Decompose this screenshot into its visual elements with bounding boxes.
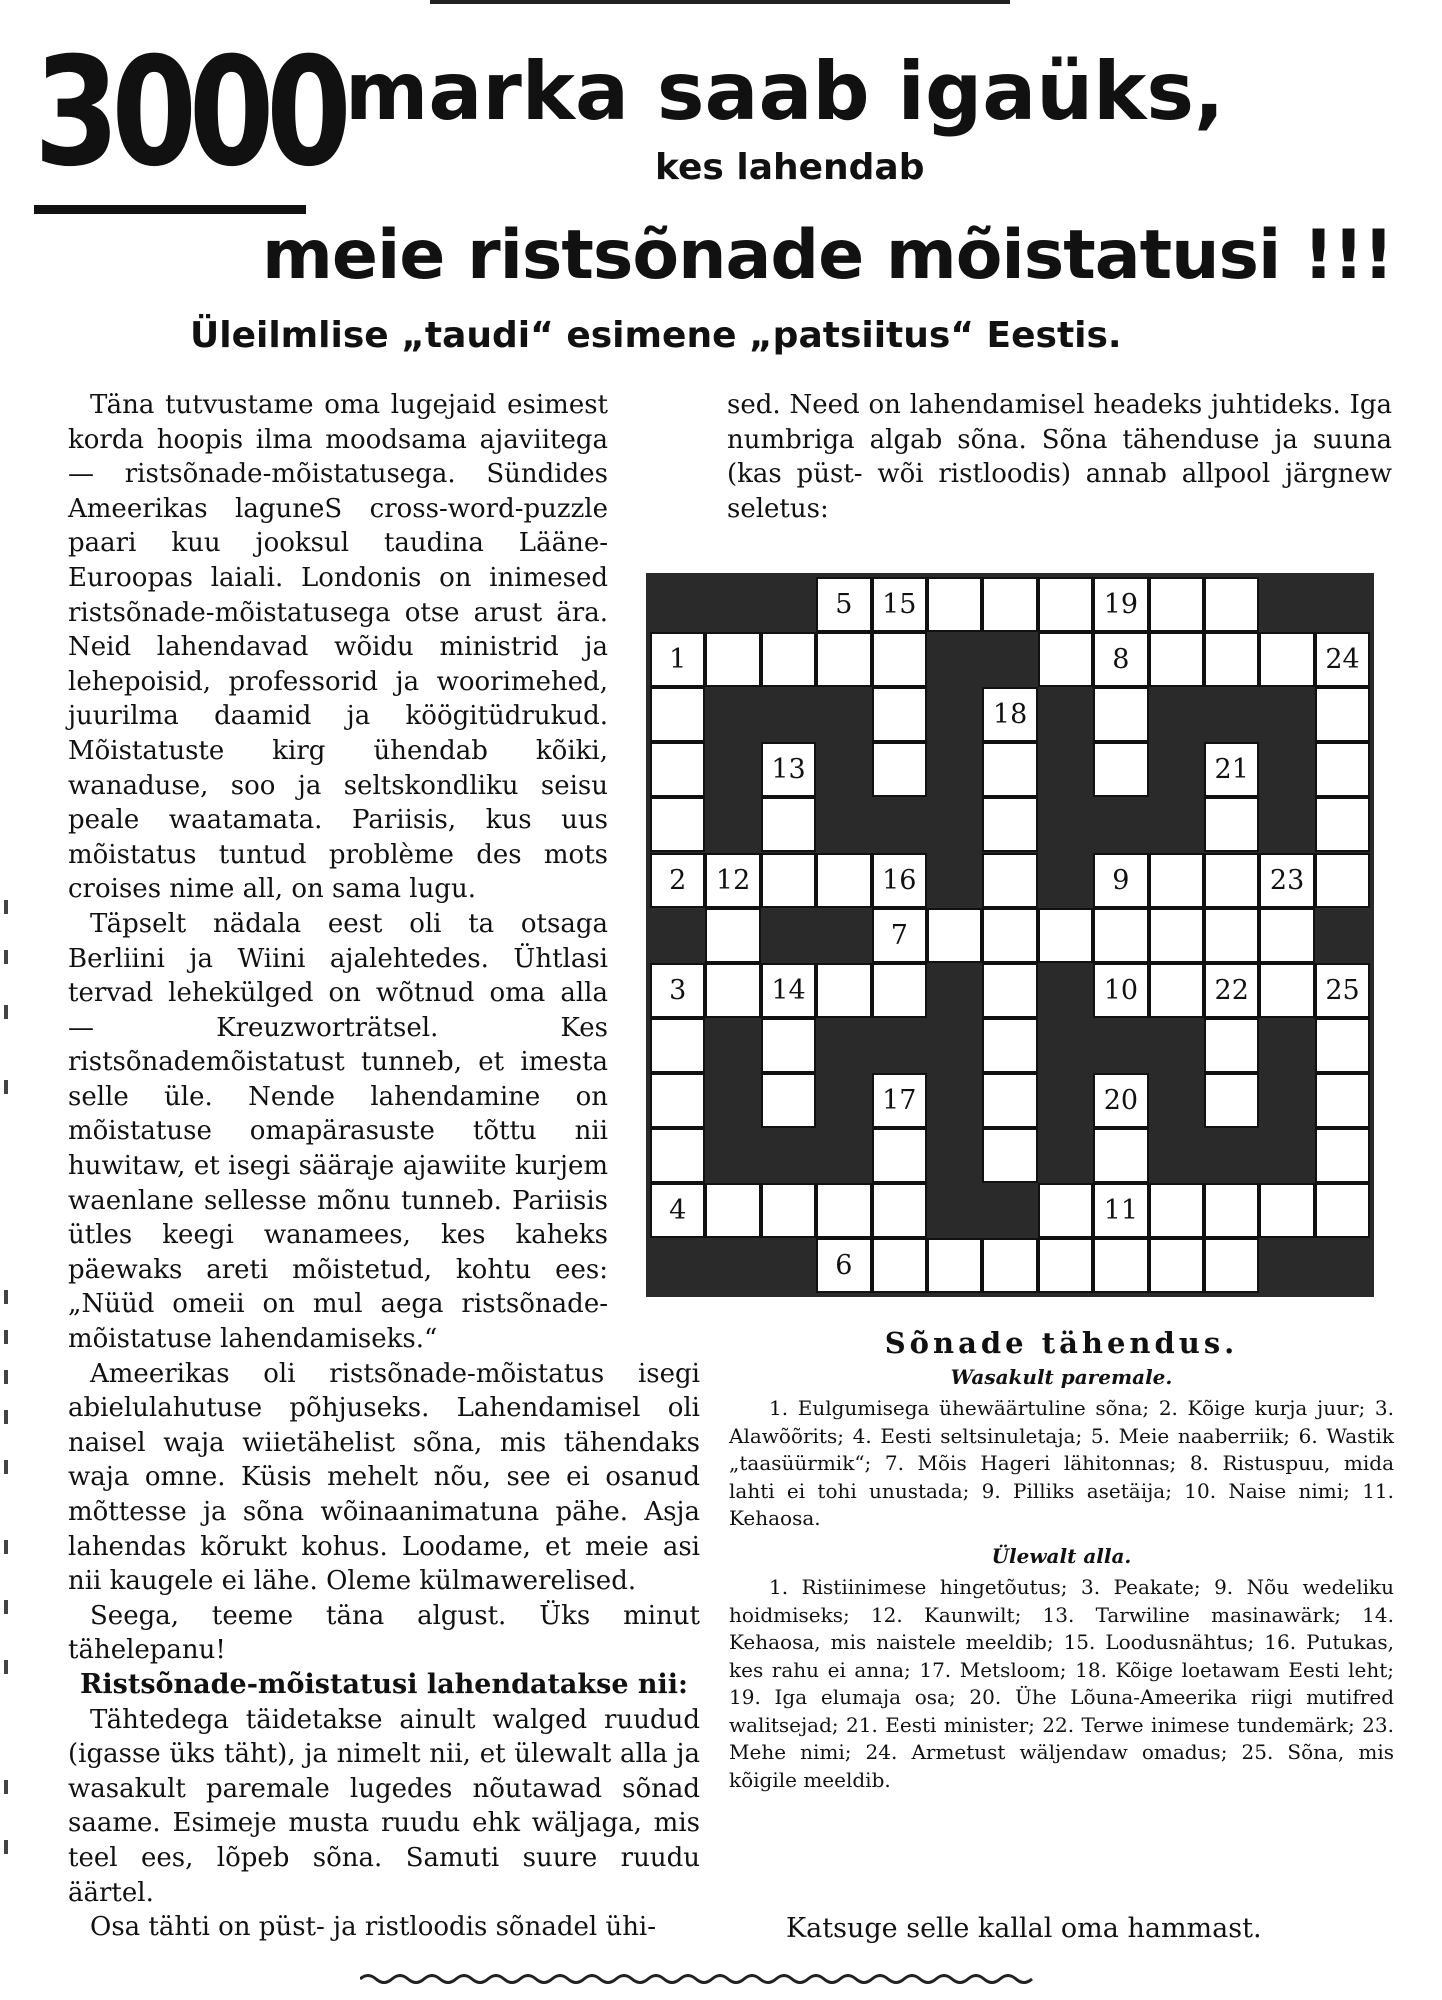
article-paragraph-4: Seega, teeme täna algust. Üks minut tähelepanu!	[68, 1600, 700, 1666]
grid-cell-number[interactable]: 2	[650, 853, 705, 908]
grid-cell-number[interactable]: 16	[872, 853, 927, 908]
grid-cell-number[interactable]: 19	[1093, 577, 1148, 632]
headline-line3: meie ristsõnade mõistatusi !!!	[262, 216, 1394, 295]
grid-cell-empty[interactable]	[1038, 577, 1093, 632]
grid-cell-empty[interactable]	[1149, 1238, 1204, 1293]
grid-cell-empty[interactable]	[1315, 1073, 1370, 1128]
grid-cell-empty[interactable]	[1259, 963, 1314, 1018]
margin-marks	[2, 900, 14, 1900]
grid-cell-empty[interactable]	[872, 1183, 927, 1238]
grid-cell-empty[interactable]	[982, 1238, 1037, 1293]
grid-cell-number[interactable]: 9	[1093, 853, 1148, 908]
grid-cell-empty[interactable]	[1149, 963, 1204, 1018]
grid-cell-empty[interactable]	[982, 1073, 1037, 1128]
grid-cell-number[interactable]: 4	[650, 1183, 705, 1238]
grid-cell-empty[interactable]	[650, 1018, 705, 1073]
grid-cell-empty[interactable]	[1038, 908, 1093, 963]
grid-cell-empty[interactable]	[1204, 1018, 1259, 1073]
grid-cell-empty[interactable]	[1149, 632, 1204, 687]
grid-cell-number[interactable]: 20	[1093, 1073, 1148, 1128]
grid-cell-empty[interactable]	[1038, 1238, 1093, 1293]
grid-cell-empty[interactable]	[1259, 632, 1314, 687]
grid-cell-empty[interactable]	[927, 1238, 982, 1293]
grid-cell-empty[interactable]	[1093, 1128, 1148, 1183]
grid-cell-empty[interactable]	[982, 1128, 1037, 1183]
grid-cell-empty[interactable]	[872, 1238, 927, 1293]
grid-cell-empty[interactable]	[872, 687, 927, 742]
grid-cell-number[interactable]: 6	[816, 1238, 871, 1293]
grid-cell-empty[interactable]	[982, 742, 1037, 797]
grid-cell-number[interactable]: 8	[1093, 632, 1148, 687]
grid-cell-number[interactable]: 14	[761, 963, 816, 1018]
grid-cell-number[interactable]: 12	[705, 853, 760, 908]
grid-cell-empty[interactable]	[1315, 797, 1370, 852]
grid-cell-empty[interactable]	[982, 577, 1037, 632]
grid-cell-empty[interactable]	[1315, 1183, 1370, 1238]
grid-cell-empty[interactable]	[1315, 1128, 1370, 1183]
clues-title: Sõnade tähendus.	[884, 1326, 1239, 1360]
grid-cell-empty[interactable]	[1204, 797, 1259, 852]
grid-cell-empty[interactable]	[982, 1018, 1037, 1073]
grid-cell-empty[interactable]	[927, 577, 982, 632]
bottom-wave-rule	[360, 1972, 1040, 1986]
grid-cell-empty[interactable]	[816, 963, 871, 1018]
grid-cell-number[interactable]: 25	[1315, 963, 1370, 1018]
grid-cell-empty[interactable]	[872, 963, 927, 1018]
grid-cell-empty[interactable]	[1204, 632, 1259, 687]
grid-cell-empty[interactable]	[1204, 1073, 1259, 1128]
grid-cell-number[interactable]: 15	[872, 577, 927, 632]
grid-cell-empty[interactable]	[1204, 577, 1259, 632]
closing-line: Katsuge selle kallal oma hammast.	[786, 1913, 1262, 1944]
grid-cell-empty[interactable]	[1315, 687, 1370, 742]
grid-cell-empty[interactable]	[872, 1128, 927, 1183]
article-paragraph-1: Täna tutvustame oma lugejaid esimest korda hoopis ilma moodsama ajaviitega — ristsõnade-mõistatusega. Sündides Ameerikas laguneS cross-word-puzzle paari kuu jooksul taudina Lääne-Euroopas laiali. Londonis on inimesed ristsõnade-mõistatusega otse arust ära. Neid lahendavad wõidu ministrid ja lehepoisid, professorid ja woorimehed, juurilma daamid ja köögitüdrukud. Mõistatuste kirg ühendab kõiki, wanaduse, soo ja seltskondliku seisu peale waatamata. Pariisis, kus uus mõistatus tuntud problème des mots croises nime all, on sama lugu.	[68, 390, 608, 905]
grid-cell-empty[interactable]	[705, 908, 760, 963]
grid-cell-empty[interactable]	[761, 1073, 816, 1128]
grid-cell-empty[interactable]	[761, 797, 816, 852]
grid-cell-empty[interactable]	[816, 853, 871, 908]
grid-cell-empty[interactable]	[1204, 853, 1259, 908]
grid-cell-empty[interactable]	[982, 908, 1037, 963]
grid-cell-number[interactable]: 18	[982, 687, 1037, 742]
grid-cell-number[interactable]: 1	[650, 632, 705, 687]
headline-underline	[34, 205, 306, 214]
grid-cell-number[interactable]: 22	[1204, 963, 1259, 1018]
headline-line1: marka saab igaüks,	[345, 45, 1225, 138]
clues-down: 1. Ristiinimese hingetõutus; 3. Peakate; 9. Nõu wedeliku hoidmiseks; 12. Kaunwilt; 13. Tarwiline masinawärk; 14. Kehaosa, mis naistele meeldib; 15. Loodusnähtus; 16. Putukas, kes rahu ei anna; 17. Metsloom; 18. Kõige loetawam Eesti leht; 19. Iga elumaja osa; 20. Ühe Lõuna-Ameerika riigi mutifred walitsejad; 21. Eesti minister; 22. Terwe inimese tundemärk; 23. Mehe nimi; 24. Armetust wäljendaw omadus; 25. Sõna, mis kõigile meeldib.	[729, 1575, 1394, 1792]
grid-cell-number[interactable]: 11	[1093, 1183, 1148, 1238]
grid-cell-empty[interactable]	[1204, 908, 1259, 963]
grid-cell-empty[interactable]	[1204, 1183, 1259, 1238]
grid-cell-empty[interactable]	[761, 1183, 816, 1238]
rules-subheading: Ristsõnade-mõistatusi lahendatakse nii:	[79, 1668, 689, 1700]
grid-cell-empty[interactable]	[1315, 742, 1370, 797]
article-left-column	[68, 388, 700, 1945]
article-paragraph-6: Osa tähti on püst- ja ristloodis sõnadel ühi-	[90, 1912, 657, 1943]
article-paragraph-3: Ameerikas oli ristsõnade-mõistatus isegi abielulahutuse põhjuseks. Lahendamisel oli naisel waja wiietähelist sõna, mis tähendaks waja omne. Küsis mehelt nõu, see ei osanud mõttesse ja sõna wõinaanimatuna pähe. Asja lahendas kõrukt kohus. Loodame, et meie asi nii kaugele ei lähe. Oleme külmawerelised.	[68, 1358, 700, 1597]
grid-cell-empty[interactable]	[1149, 577, 1204, 632]
grid-cell-number[interactable]: 5	[816, 577, 871, 632]
grid-cell-empty[interactable]	[1093, 742, 1148, 797]
grid-cell-empty[interactable]	[1149, 853, 1204, 908]
grid-cell-empty[interactable]	[1315, 1018, 1370, 1073]
crossword-grid	[646, 573, 1374, 1297]
grid-cell-empty[interactable]	[1038, 632, 1093, 687]
grid-cell-empty[interactable]	[650, 687, 705, 742]
grid-cell-empty[interactable]	[1149, 908, 1204, 963]
grid-cell-number[interactable]: 21	[1204, 742, 1259, 797]
grid-cell-empty[interactable]	[650, 742, 705, 797]
grid-cell-empty[interactable]	[650, 797, 705, 852]
grid-cell-empty[interactable]	[1204, 1238, 1259, 1293]
grid-cell-empty[interactable]	[872, 742, 927, 797]
grid-cell-empty[interactable]	[1149, 1183, 1204, 1238]
grid-cell-empty[interactable]	[1093, 908, 1148, 963]
grid-cell-empty[interactable]	[816, 1183, 871, 1238]
grid-cell-empty[interactable]	[705, 1183, 760, 1238]
grid-cell-empty[interactable]	[927, 908, 982, 963]
headline-line4: Üleilmlise „taudi“ esimene „patsiitus“ Eestis.	[190, 315, 1122, 356]
clues-section	[729, 1326, 1394, 1804]
grid-cell-number[interactable]: 24	[1315, 632, 1370, 687]
grid-cell-empty[interactable]	[705, 963, 760, 1018]
grid-cell-empty[interactable]	[761, 632, 816, 687]
grid-cell-empty[interactable]	[705, 632, 760, 687]
grid-cell-empty[interactable]	[1038, 1183, 1093, 1238]
grid-cell-number[interactable]: 7	[872, 908, 927, 963]
article-right-intro: sed. Need on lahendamisel headeks juhtideks. Iga numbriga algab sõna. Sõna tähenduse ja suuna (kas püst- wõi ristloodis) annab allpool järgnew seletus:	[727, 390, 1392, 524]
grid-cell-empty[interactable]	[761, 1018, 816, 1073]
article-paragraph-2: Täpselt nädala eest oli ta otsaga Berliini ja Wiini ajalehtedes. Ühtlasi tervad lehekülged on wõtnud oma alla — Kreuzworträtsel. Kes ristsõnademõistatust tunneb, et imesta selle üle. Nende lahendamine on mõistatuse omapärasuste tõttu nii huwitaw, et isegi sääraje ajawiite kurjem waenlane sellesse mõnu tunneb. Pariisis ütles keegi wanamees, kes kaheks päewaks areti mõistetud, kohtu ees: „Nüüd omeii on mul aega ristsõnade-mõistatuse lahendamiseks.“	[68, 908, 608, 1355]
grid-cell-empty[interactable]	[1259, 1183, 1314, 1238]
grid-cell-empty[interactable]	[1093, 687, 1148, 742]
headline-line2: kes lahendab	[655, 147, 925, 188]
clues-down-title: Ülewalt alla.	[991, 1543, 1132, 1568]
grid-cell-number[interactable]: 3	[650, 963, 705, 1018]
grid-cell-empty[interactable]	[982, 797, 1037, 852]
grid-cell-empty[interactable]	[872, 632, 927, 687]
article-paragraph-5: Tähtedega täidetakse ainult walged ruudud (igasse üks täht), ja nimelt nii, et ülewalt alla ja wasakult paremale lugedes nõutawad sõnad saame. Esimeje musta ruudu ehk wäljaga, mis teel ees, lõpeb sõna. Samuti suure ruudu äärtel.	[68, 1704, 700, 1908]
grid-cell-number[interactable]: 10	[1093, 963, 1148, 1018]
clues-across: 1. Eulgumisega ühewäärtuline sõna; 2. Kõige kurja juur; 3. Alawõõrits; 4. Eesti seltsinuletaja; 5. Meie naaberriik; 6. Wastik „taasüürmik“; 7. Mõis Hageri lähitonnas; 8. Ristuspuu, mida lahti ei tohi unustada; 9. Pilliks asetäija; 10. Naise nimi; 11. Kehaosa.	[729, 1396, 1394, 1530]
grid-cell-number[interactable]: 13	[761, 742, 816, 797]
grid-cell-number[interactable]: 23	[1259, 853, 1314, 908]
grid-cell-empty[interactable]	[761, 853, 816, 908]
grid-cell-empty[interactable]	[1259, 908, 1314, 963]
top-rule	[430, 0, 1010, 4]
grid-cell-empty[interactable]	[816, 632, 871, 687]
grid-cell-empty[interactable]	[650, 1128, 705, 1183]
grid-cell-number[interactable]: 17	[872, 1073, 927, 1128]
grid-cell-empty[interactable]	[982, 853, 1037, 908]
grid-cell-empty[interactable]	[650, 1073, 705, 1128]
grid-cell-empty[interactable]	[1315, 853, 1370, 908]
clues-across-title: Wasakult paremale.	[950, 1364, 1173, 1389]
headline-amount: 3000	[34, 26, 344, 200]
grid-cell-empty[interactable]	[1093, 1238, 1148, 1293]
grid-cell-empty[interactable]	[982, 963, 1037, 1018]
